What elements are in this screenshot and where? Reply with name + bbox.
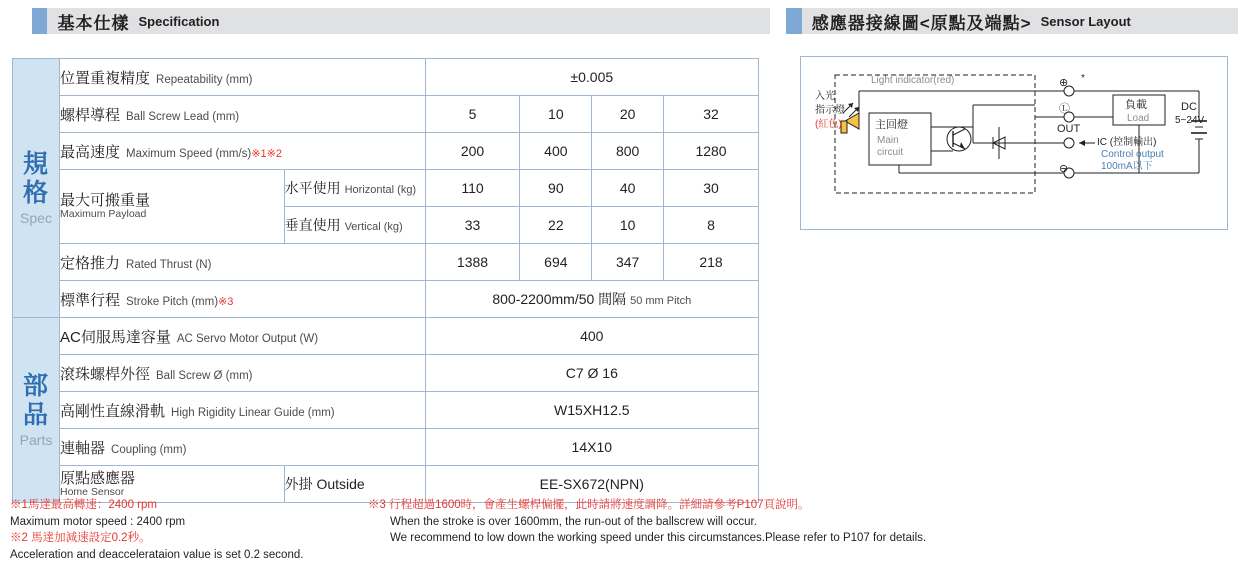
footnote-marker: ※3 — [218, 295, 234, 308]
label-cn: 位置重複精度 — [60, 69, 151, 87]
value-cell: 218 — [664, 244, 759, 281]
group-spec-cell — [13, 59, 60, 318]
input-label-line1: 入光 — [815, 91, 835, 102]
group-spec-cn: 規格 — [22, 150, 49, 207]
load-en-label: Load — [1127, 113, 1150, 124]
plus-terminal-label: ⊕ — [1059, 77, 1069, 89]
label-cn: 最大可搬重量 — [60, 192, 151, 210]
table-row — [13, 318, 759, 355]
sensor-header-cn: 感應器接線圖<原點及端點> — [811, 13, 1032, 33]
value-cell: 200 — [425, 133, 520, 170]
value-cell: 32 — [664, 96, 759, 133]
value-cell: 10 — [520, 96, 592, 133]
value-cell: 10 — [592, 207, 664, 244]
label-en: Ball Screw Ø (mm) — [156, 369, 253, 382]
value-cell: 110 — [425, 170, 520, 207]
value-repeatability: ±0.005 — [425, 59, 758, 96]
light-indicator-label: Light indicator(red) — [871, 75, 955, 86]
value-main: 800-2200mm/50 間隔 — [492, 291, 627, 307]
label-cn: 最高速度 — [60, 143, 121, 161]
label-cn: 定格推力 — [60, 254, 121, 272]
label-en: Ball Screw Lead (mm) — [126, 110, 240, 123]
spec-section-header — [32, 8, 770, 34]
footnote-1-cn: ※1馬達最高轉速：2400 rpm — [10, 499, 157, 511]
sub-label-en: Outside — [316, 475, 365, 492]
ic-output-label: IC (控制輸出) — [1097, 137, 1157, 148]
sub-label-cn: 垂直使用 — [284, 217, 341, 233]
accent-bar — [32, 8, 47, 34]
footnotes-left — [10, 497, 350, 564]
value-cell: 40 — [592, 170, 664, 207]
current-limit-label: 100mA以下 — [1101, 161, 1153, 172]
table-row — [13, 392, 759, 429]
value-cell: 694 — [520, 244, 592, 281]
sub-label-cn: 水平使用 — [284, 180, 341, 196]
table-row — [13, 96, 759, 133]
footnote-2-cn: ※2 馬達加減速設定0.2秒。 — [10, 532, 151, 545]
label-cn: 標準行程 — [60, 291, 121, 309]
footnote-3-en-line1: When the stroke is over 1600mm, the run-out of the ballscrew will occur. — [390, 515, 757, 528]
footnotes-right — [368, 497, 1068, 547]
row-label-ball-screw-diameter — [60, 355, 426, 392]
row-label-maximum-speed — [60, 133, 426, 170]
value-stroke-pitch — [425, 281, 758, 318]
group-spec-en: Spec — [20, 209, 52, 226]
control-output-label: Control output — [1101, 149, 1164, 160]
sensor-header-en: Sensor Layout — [1040, 13, 1131, 29]
table-row — [13, 355, 759, 392]
label-cn: 螺桿導程 — [60, 106, 121, 124]
sub-label-en: Horizontal (kg) — [344, 184, 417, 196]
sensor-diagram-box — [800, 56, 1228, 230]
value-cell: 1388 — [425, 244, 520, 281]
label-en: Coupling (mm) — [111, 443, 187, 456]
dc-label: DC — [1181, 101, 1197, 113]
load-cn-label: 負載 — [1125, 99, 1147, 111]
value-cell: 8 — [664, 207, 759, 244]
value-cell: 5 — [425, 96, 520, 133]
l-terminal-label: Ⓛ — [1059, 103, 1070, 115]
label-cn: 滾珠螺桿外徑 — [60, 365, 151, 383]
label-en: Repeatability (mm) — [156, 73, 253, 86]
value-cell: 1280 — [664, 133, 759, 170]
input-label-line3: (紅色) — [815, 119, 842, 130]
table-row — [13, 281, 759, 318]
table-row — [13, 429, 759, 466]
label-en: Stroke Pitch (mm) — [126, 295, 219, 308]
value-cell: 347 — [592, 244, 664, 281]
footnote-3-cn: ※3 行程超過1600時，會產生螺桿偏擺，此時請將速度調降。詳細請參考P107頁說明。 — [368, 499, 810, 511]
value-cell: 20 — [592, 96, 664, 133]
value-cell: 800 — [592, 133, 664, 170]
row-label-stroke-pitch — [60, 281, 426, 318]
value-sub: 50 mm Pitch — [630, 295, 692, 307]
value-ac-servo-motor-output: 400 — [425, 318, 758, 355]
footnote-3-en-line2: We recommend to low down the working speed under this circumstances.Please refer to P107 for details. — [390, 532, 927, 545]
main-circuit-en1: Main — [877, 135, 899, 146]
label-cn: 高剛性直線滑軌 — [60, 402, 166, 420]
main-circuit-cn: 主回燈 — [875, 119, 908, 131]
table-row — [13, 59, 759, 96]
sensor-section-header — [786, 8, 1238, 34]
sub-label-cn: 外掛 — [284, 475, 313, 492]
row-label-ball-screw-lead — [60, 96, 426, 133]
value-linear-guide: W15XH12.5 — [425, 392, 758, 429]
minus-terminal-label: ⊖ — [1059, 163, 1069, 175]
row-label-linear-guide — [60, 392, 426, 429]
main-circuit-en2: circuit — [877, 147, 904, 158]
table-row — [13, 133, 759, 170]
spec-header-cn: 基本仕樣 — [57, 13, 130, 33]
input-label-line2: 指示燈 — [815, 105, 845, 116]
label-en: Home Sensor — [60, 485, 125, 498]
specification-table — [12, 58, 759, 503]
label-en: High Rigidity Linear Guide (mm) — [171, 406, 335, 419]
group-parts-en: Parts — [19, 431, 53, 448]
spec-header-en: Specification — [138, 13, 220, 29]
dc-range-label: 5~24V — [1175, 115, 1205, 126]
value-cell: 22 — [520, 207, 592, 244]
label-cn: AC伺服馬達容量 — [60, 328, 171, 346]
row-label-rated-thrust — [60, 244, 426, 281]
table-row — [13, 244, 759, 281]
group-parts-cn: 部品 — [22, 372, 49, 429]
footnote-marker: ※1※2 — [251, 147, 282, 160]
row-label-maximum-payload — [60, 170, 285, 244]
row-label-repeatability — [60, 59, 426, 96]
value-cell: 30 — [664, 170, 759, 207]
group-parts-cell — [13, 318, 60, 503]
sub-label-en: Vertical (kg) — [344, 221, 403, 233]
footnote-2-en: Acceleration and deaccelerataion value is set 0.2 second. — [10, 549, 304, 562]
label-cn: 連軸器 — [60, 439, 106, 457]
label-en: Maximum Speed (mm/s) — [126, 147, 252, 160]
label-en: AC Servo Motor Output (W) — [176, 332, 319, 345]
value-cell: 400 — [520, 133, 592, 170]
asterisk-marker: * — [1081, 73, 1085, 84]
sensor-diagram — [813, 69, 1213, 215]
label-en: Rated Thrust (N) — [126, 258, 212, 271]
table-row — [13, 170, 759, 207]
accent-bar — [786, 8, 802, 34]
sub-label-horizontal — [284, 170, 425, 207]
sub-label-vertical — [284, 207, 425, 244]
label-en: Maximum Payload — [60, 208, 147, 221]
label-cn: 原點感應器 — [60, 469, 136, 487]
row-label-coupling — [60, 429, 426, 466]
value-cell: 90 — [520, 170, 592, 207]
value-coupling: 14X10 — [425, 429, 758, 466]
value-cell: 33 — [425, 207, 520, 244]
out-terminal-label: OUT — [1057, 123, 1081, 135]
footnote-1-en: Maximum motor speed : 2400 rpm — [10, 515, 186, 528]
row-label-ac-servo-motor-output — [60, 318, 426, 355]
value-home-sensor: EE-SX672(NPN) — [425, 466, 758, 503]
value-ball-screw-diameter: C7 Ø 16 — [425, 355, 758, 392]
